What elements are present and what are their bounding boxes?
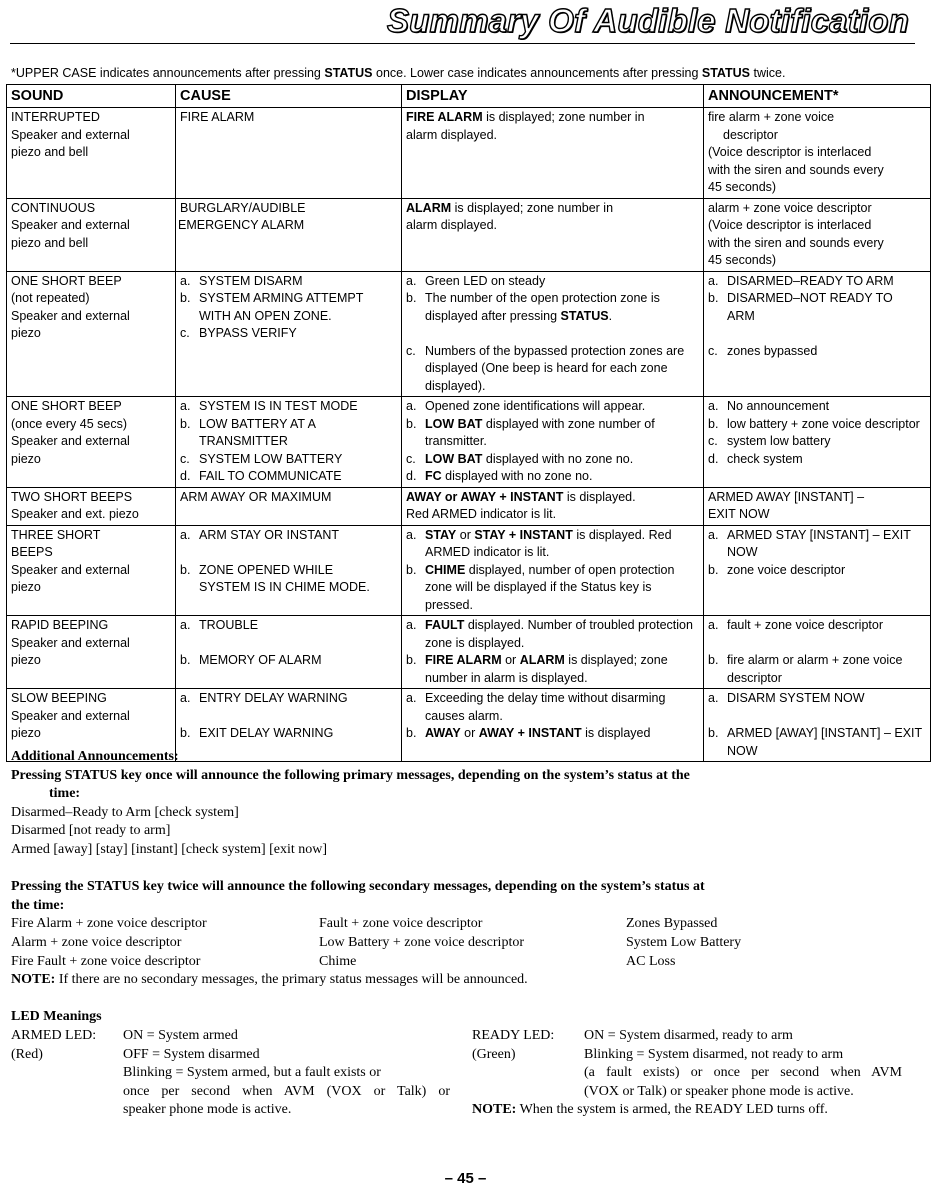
- secondary-message-row: Fire Fault + zone voice descriptor Chime AC Loss: [11, 953, 676, 969]
- header-sound: SOUND: [7, 85, 176, 108]
- announcement-cell: a. DISARM SYSTEM NOW b. ARMED [AWAY] [INSTANT] – EXIT NOW: [704, 689, 931, 762]
- primary-message: Armed [away] [stay] [instant] [check system] [exit now]: [11, 841, 328, 857]
- secondary-intro-cont: the time:: [11, 897, 65, 913]
- cause-cell: a. SYSTEM IS IN TEST MODE b. LOW BATTERY AT A TRANSMITTER c. SYSTEM LOW BATTERY d. FAIL TO COMMUNICATE: [176, 397, 402, 488]
- cause-cell: a. ARM STAY OR INSTANT b. ZONE OPENED WHILE SYSTEM IS IN CHIME MODE.: [176, 525, 402, 616]
- header-announcement: ANNOUNCEMENT*: [704, 85, 931, 108]
- cause-cell: FIRE ALARM: [176, 108, 402, 199]
- secondary-intro: Pressing the STATUS key twice will announce the following secondary messages, depending on the system’s status at: [11, 879, 705, 895]
- announcement-cell: a. ARMED STAY [INSTANT] – EXIT NOW b. zone voice descriptor: [704, 525, 931, 616]
- display-cell: FIRE ALARM is displayed; zone number in alarm displayed.: [402, 108, 704, 199]
- display-cell: AWAY or AWAY + INSTANT is displayed. Red ARMED indicator is lit.: [402, 487, 704, 525]
- sound-cell: ONE SHORT BEEP (once every 45 secs) Speaker and external piezo: [7, 397, 176, 488]
- page-title: Summary Of Audible Notification: [386, 2, 909, 39]
- announcement-cell: a. No announcement b. low battery + zone voice descriptor c. system low battery d. check system: [704, 397, 931, 488]
- display-cell: a. STAY or STAY + INSTANT is displayed. Red ARMED indicator is lit. b. CHIME displayed, number of open protection zone will be displayed if the Status key is pressed.: [402, 525, 704, 616]
- secondary-note: NOTE: If there are no secondary messages, the primary status messages will be announced.: [11, 972, 528, 988]
- sound-cell: THREE SHORT BEEPS Speaker and external piezo: [7, 525, 176, 616]
- cause-cell: BURGLARY/AUDIBLE EMERGENCY ALARM: [176, 198, 402, 271]
- led-note: NOTE: When the system is armed, the READY LED turns off.: [472, 1102, 828, 1118]
- audible-notification-table: [6, 84, 931, 762]
- announcement-cell: a. fault + zone voice descriptor b. fire alarm or alarm + zone voice descriptor: [704, 616, 931, 689]
- sound-cell: SLOW BEEPING Speaker and external piezo: [7, 689, 176, 762]
- secondary-message-row: Alarm + zone voice descriptor Low Battery + zone voice descriptor System Low Battery: [11, 934, 742, 950]
- sound-cell: CONTINUOUS Speaker and external piezo and bell: [7, 198, 176, 271]
- sound-cell: RAPID BEEPING Speaker and external piezo: [7, 616, 176, 689]
- primary-intro: Pressing STATUS key once will announce the following primary messages, depending on the system’s status at the: [11, 767, 690, 783]
- armed-led-block: ARMED LED: ON = System armed (Red) OFF = System disarmed Blinking = System armed, but a fault exists or once per second when AVM (VOX or Talk) or speaker phone mode is active.: [11, 1027, 450, 1118]
- announcement-cell: alarm + zone voice descriptor (Voice descriptor is interlaced with the siren and sounds every 45 seconds): [704, 198, 931, 271]
- primary-message: Disarmed [not ready to arm]: [11, 823, 171, 839]
- table-row: [7, 525, 931, 616]
- table-header-row: [7, 85, 931, 108]
- secondary-message-row: Fire Alarm + zone voice descriptor Fault + zone voice descriptor Zones Bypassed: [11, 916, 718, 932]
- additional-announcements: [11, 748, 916, 1120]
- ready-led-block: READY LED: ON = System disarmed, ready to arm (Green) Blinking = System disarmed, not ready to arm (a fault exists) or once per second when AVM (VOX or Talk) or speaker phone mode is active. NOTE: When the system is armed, the READY LED turns off.: [472, 1027, 902, 1120]
- cause-cell: a. SYSTEM DISARM b. SYSTEM ARMING ATTEMPT WITH AN OPEN ZONE. c. BYPASS VERIFY: [176, 271, 402, 397]
- primary-message: Disarmed–Ready to Arm [check system]: [11, 804, 239, 820]
- cause-cell: ARM AWAY OR MAXIMUM: [176, 487, 402, 525]
- display-cell: a. Exceeding the delay time without disarming causes alarm. b. AWAY or AWAY + INSTANT is displayed: [402, 689, 704, 762]
- table-row: [7, 198, 931, 271]
- upper-case-note: *UPPER CASE indicates announcements after pressing STATUS once. Lower case indicates announcements after pressing STATUS twice.: [11, 66, 786, 80]
- page-number: – 45 –: [444, 1170, 487, 1187]
- table-row: [7, 271, 931, 397]
- display-cell: ALARM is displayed; zone number in alarm displayed.: [402, 198, 704, 271]
- led-meanings: [11, 1027, 916, 1120]
- sound-cell: TWO SHORT BEEPS Speaker and ext. piezo: [7, 487, 176, 525]
- primary-intro-cont: time:: [49, 786, 81, 802]
- display-cell: a. Green LED on steady b. The number of the open protection zone is displayed after pressing STATUS. c. Numbers of the bypassed protection zones are displayed (One beep is heard for each zone displayed).: [402, 271, 704, 397]
- table-row: [7, 616, 931, 689]
- additional-heading: Additional Announcements:: [11, 749, 179, 764]
- announcement-cell: ARMED AWAY [INSTANT] – EXIT NOW: [704, 487, 931, 525]
- header-cause: CAUSE: [176, 85, 402, 108]
- title-rule: [10, 43, 915, 44]
- sound-cell: ONE SHORT BEEP (not repeated) Speaker and external piezo: [7, 271, 176, 397]
- led-heading: LED Meanings: [11, 1009, 102, 1025]
- sound-cell: INTERRUPTED Speaker and external piezo and bell: [7, 108, 176, 199]
- announcement-cell: a. DISARMED–READY TO ARM b. DISARMED–NOT READY TO ARM c. zones bypassed: [704, 271, 931, 397]
- display-cell: a. FAULT displayed. Number of troubled protection zone is displayed. b. FIRE ALARM or ALARM is displayed; zone number in alarm is displayed.: [402, 616, 704, 689]
- table-row: [7, 397, 931, 488]
- header-display: DISPLAY: [402, 85, 704, 108]
- display-cell: a. Opened zone identifications will appear. b. LOW BAT displayed with zone number of transmitter. c. LOW BAT displayed with no zone no. d. FC displayed with no zone no.: [402, 397, 704, 488]
- cause-cell: a. TROUBLE b. MEMORY OF ALARM: [176, 616, 402, 689]
- table-row: [7, 108, 931, 199]
- table-row: [7, 487, 931, 525]
- cause-cell: a. ENTRY DELAY WARNING b. EXIT DELAY WARNING: [176, 689, 402, 762]
- announcement-cell: fire alarm + zone voice descriptor (Voice descriptor is interlaced with the siren and sounds every 45 seconds): [704, 108, 931, 199]
